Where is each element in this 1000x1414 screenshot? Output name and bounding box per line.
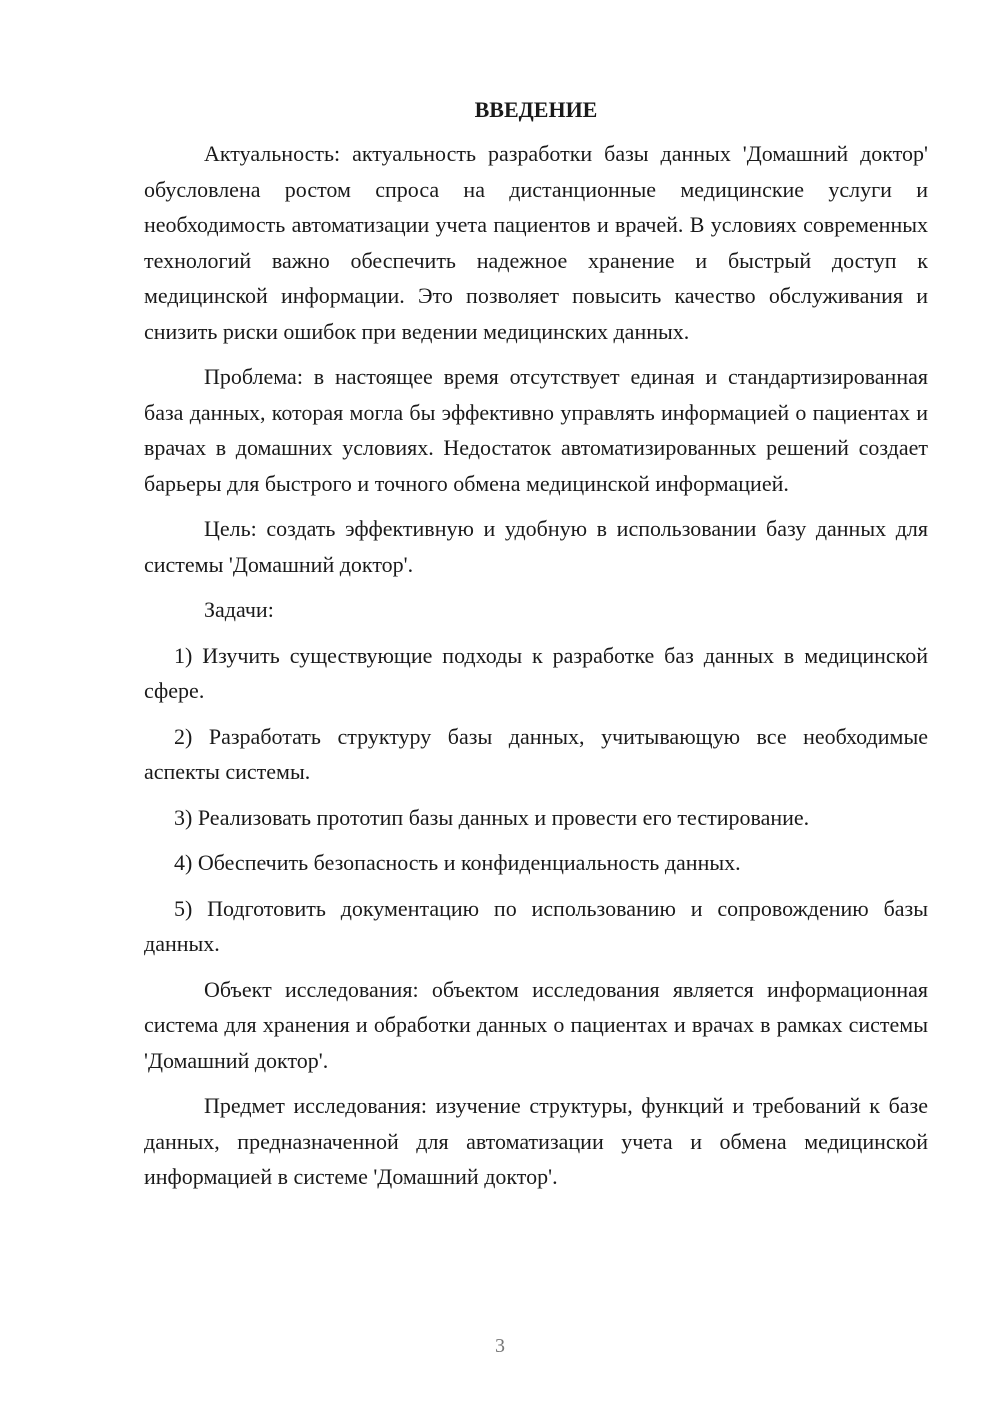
- paragraph-subject: Предмет исследования: изучение структуры, функций и требований к базе данных, предназначенной для автоматизации учета и обмена медицинской информацией в системе 'Домашний доктор'.: [144, 1093, 928, 1189]
- paragraph-goal: Цель: создать эффективную и удобную в использовании базу данных для системы 'Домашний доктор'.: [144, 516, 928, 577]
- paragraph-relevance: Актуальность: актуальность разработки базы данных 'Домашний доктор' обусловлена ростом спроса на дистанционные медицинские услуги и необходимость автоматизации учета пациентов и врачей. В условиях современных технологий важно обеспечить надежное хранение и быстрый доступ к медицинской информации. Это позволяет повысить качество обслуживания и снизить риски ошибок при ведении медицинских данных.: [144, 141, 928, 344]
- paragraph-problem: Проблема: в настоящее время отсутствует единая и стандартизированная база данных, которая могла бы эффективно управлять информацией о пациентах и врачах в домашних условиях. Недостаток автоматизированных решений создает барьеры для быстрого и точного обмена медицинской информацией.: [144, 364, 928, 496]
- task-item-3: 3) Реализовать прототип базы данных и провести его тестирование.: [174, 804, 810, 830]
- document-page: [144, 96, 928, 1205]
- task-item-1: 1) Изучить существующие подходы к разработке баз данных в медицинской сфере.: [144, 642, 928, 703]
- task-item-2: 2) Разработать структуру базы данных, учитывающую все необходимые аспекты системы.: [144, 723, 928, 784]
- paragraph-object: Объект исследования: объектом исследования является информационная система для хранения и обработки данных о пациентах и врачах в рамках системы 'Домашний доктор'.: [144, 976, 928, 1073]
- task-item-4: 4) Обеспечить безопасность и конфиденциальность данных.: [174, 850, 741, 875]
- task-item-5: 5) Подготовить документацию по использованию и сопровождению базы данных.: [144, 895, 928, 956]
- section-heading: ВВЕДЕНИЕ: [474, 97, 598, 122]
- page-number: 3: [495, 1335, 505, 1357]
- tasks-label: Задачи:: [204, 597, 274, 622]
